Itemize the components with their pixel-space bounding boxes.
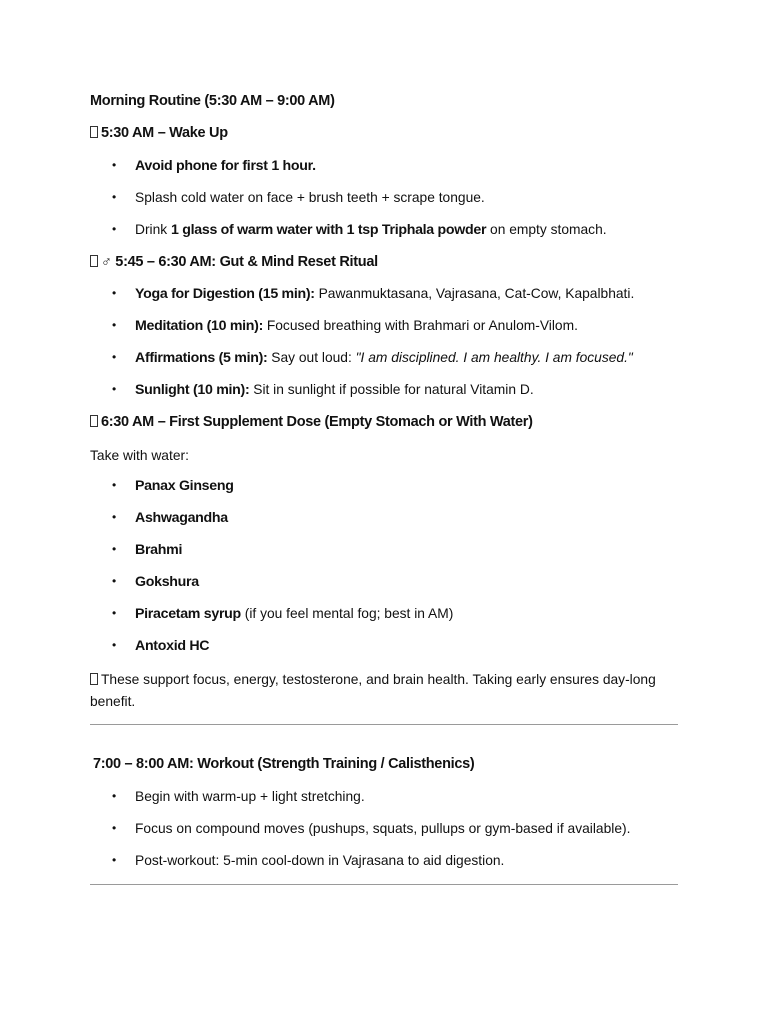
bullet: •	[112, 382, 117, 396]
bullet: •	[112, 606, 117, 620]
supplement-heading: 6:30 AM – First Supplement Dose (Empty Stomach or With Water)	[90, 414, 680, 430]
bullet: •	[112, 574, 117, 588]
bullet: •	[112, 853, 117, 867]
document-page: Morning Routine (5:30 AM – 9:00 AM) 5:30 AM – Wake Up • Avoid phone for first 1 hour. • Splash cold water on face + brush teeth + scrape tongue. • Drink 1 glass of warm water with 1 tsp Triphala powder on empty stomach. ♂ 5:45 – 6:30 AM: Gut & Mind Reset Ritual • Yoga for Digestion (15 min): Pawanmuktasana, Vajrasana, Cat-Cow, Kapalbhati. • Meditation (10 min): Focused breathing with Brahmari or Anulom-Vilom. • Affirmations (5 min): Say out loud: "I am disciplined. I am healthy. I am focused." • Sunlight (10 min): Sit in sunlight if possible for natural Vitamin D. 6:30 AM – First Supplement Dose (Empty Stomach or With Water) Take with water: • Panax Ginseng • Ashwagandha • Brahmi • Gokshura • Piracetam syrup (if you feel mental fog; best in AM) • Antoxid HC These support focus, energy, testosterone, and brain health. Taking early ensures day-long benefit. 7:00 – 8:00 AM: Workout (Strength Training / Calisthenics) • Begin with warm-up + light stretching. • Focus on compound moves (pushups, squats, pullups or gym-based if available). • Post-workout: 5-min cool-down in Vajrasana to aid digestion.	[0, 0, 768, 1024]
divider	[90, 884, 678, 885]
bullet: •	[112, 478, 117, 492]
bullet: •	[112, 789, 117, 803]
bullet: •	[112, 821, 117, 835]
bullet: •	[112, 286, 117, 300]
bullet: •	[112, 542, 117, 556]
workout-heading: 7:00 – 8:00 AM: Workout (Strength Training / Calisthenics)	[93, 756, 475, 772]
bullet: •	[112, 638, 117, 652]
bullet: •	[112, 318, 117, 332]
ritual-heading: ♂ 5:45 – 6:30 AM: Gut & Mind Reset Ritual	[90, 254, 680, 270]
bullet: •	[112, 350, 117, 364]
bullet: •	[112, 510, 117, 524]
bullet: •	[112, 158, 117, 172]
missing-glyph-icon	[90, 673, 98, 685]
wake-up-heading: 5:30 AM – Wake Up	[90, 125, 680, 141]
bullet: •	[112, 222, 117, 236]
missing-glyph-icon	[90, 415, 98, 427]
morning-routine-title: Morning Routine (5:30 AM – 9:00 AM)	[90, 93, 335, 109]
divider	[90, 724, 678, 725]
missing-glyph-icon	[90, 255, 98, 267]
supplement-intro: Take with water:	[90, 448, 189, 463]
supplement-note: These support focus, energy, testosterone, and brain health. Taking early ensures day-long benefit.	[90, 672, 656, 709]
missing-glyph-icon	[90, 126, 98, 138]
bullet: •	[112, 190, 117, 204]
